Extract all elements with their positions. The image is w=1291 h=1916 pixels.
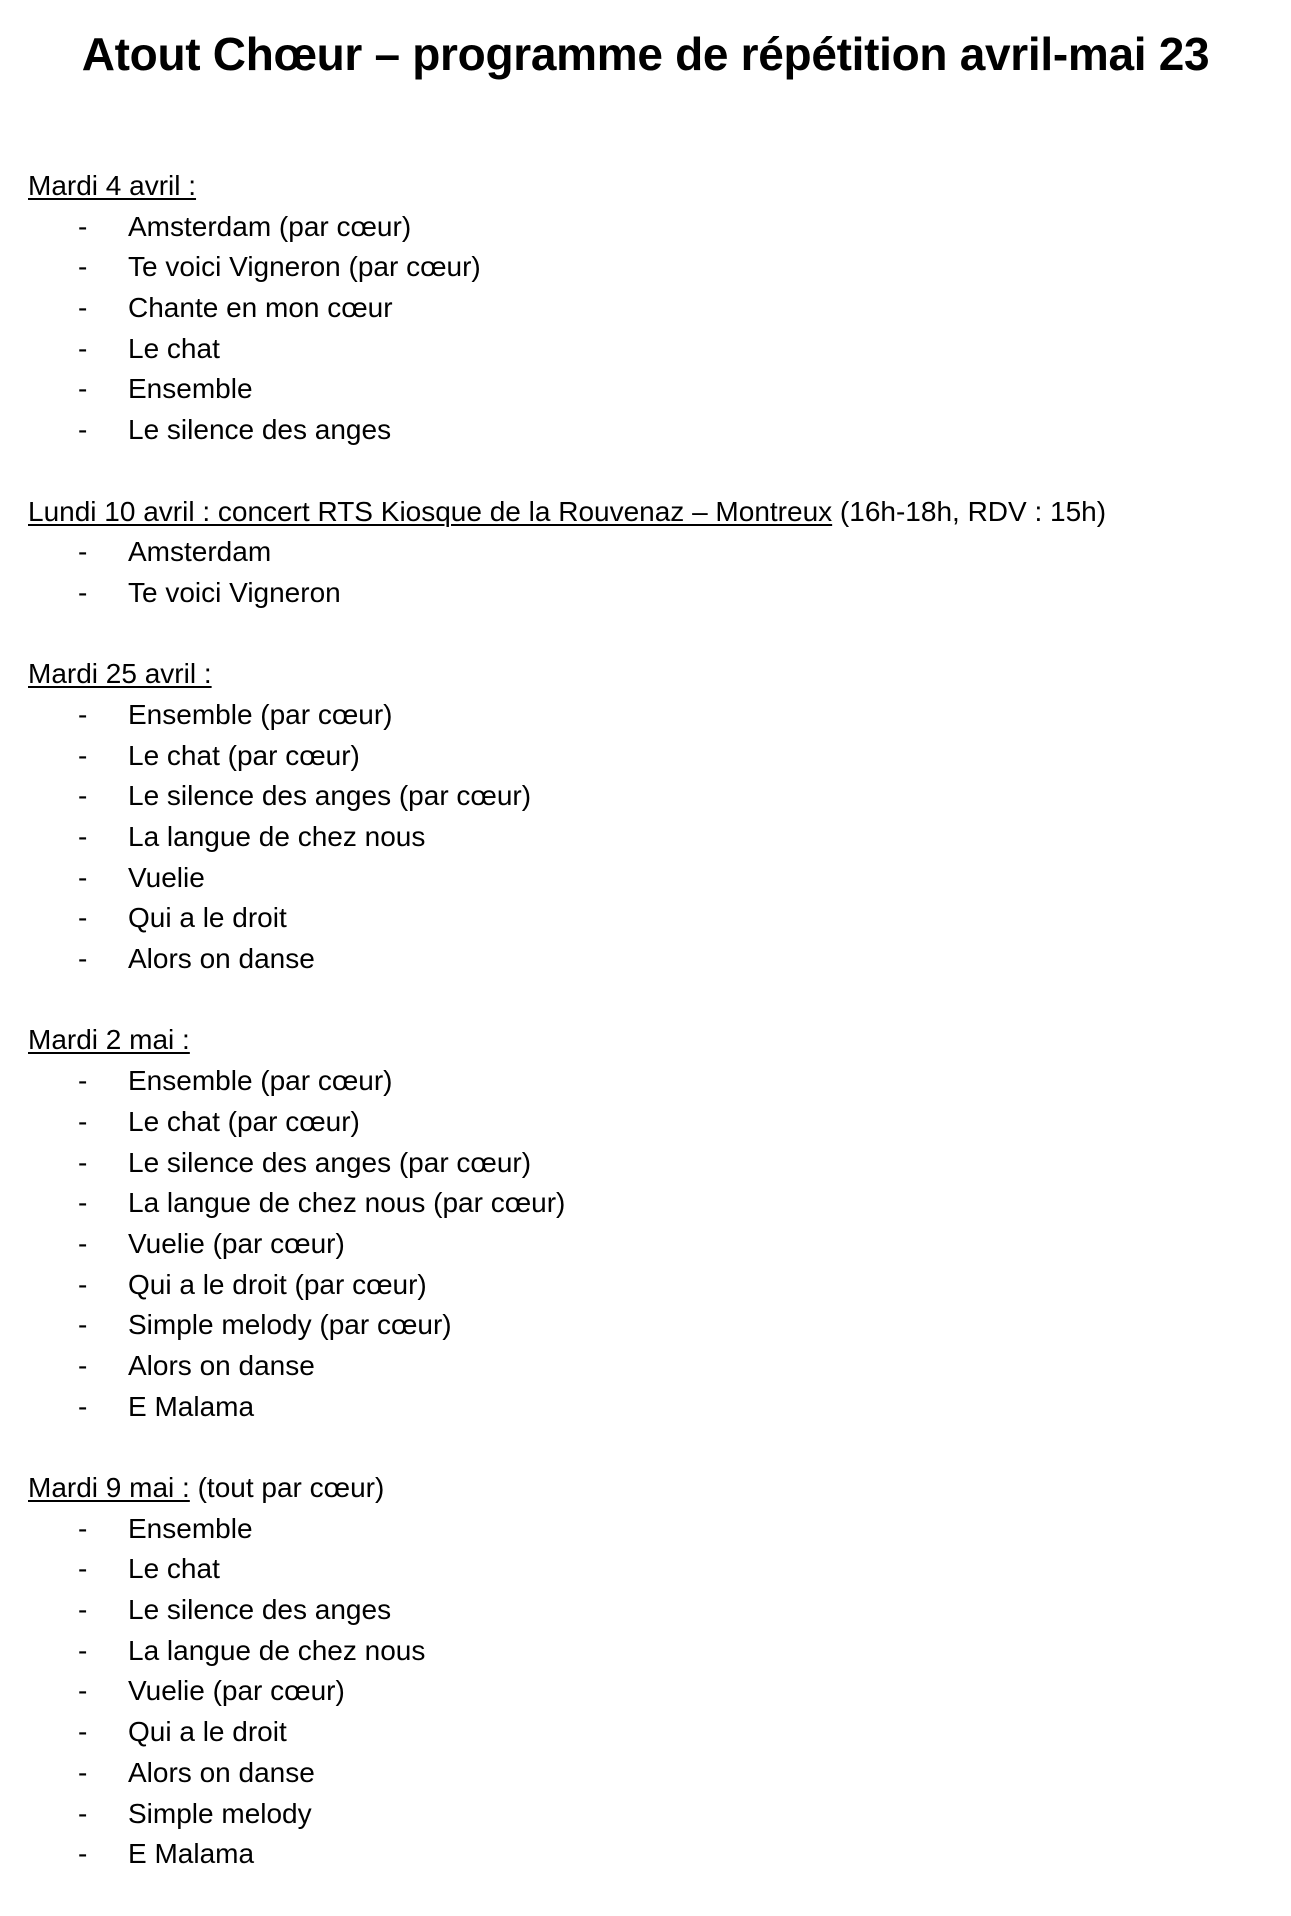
- song-title: Simple melody: [128, 1797, 312, 1829]
- list-item: [28, 1631, 1268, 1672]
- section-heading: [28, 654, 1268, 695]
- list-item: [28, 207, 1268, 248]
- bullet-dash: -: [78, 1227, 88, 1259]
- bullet-dash: -: [78, 943, 88, 975]
- section-heading: [28, 166, 1268, 207]
- bullet-dash: -: [78, 251, 88, 283]
- bullet-dash: -: [78, 1594, 88, 1626]
- list-item: [28, 410, 1268, 451]
- bullet-dash: -: [78, 1634, 88, 1666]
- bullet-dash: -: [78, 1390, 88, 1422]
- list-item: [28, 1712, 1268, 1753]
- song-title: E Malama: [128, 1838, 255, 1870]
- song-title: Le silence des anges (par cœur): [128, 780, 532, 812]
- bullet-dash: -: [78, 1187, 88, 1219]
- song-title: Alors on danse: [128, 943, 315, 975]
- bullet-dash: -: [78, 292, 88, 324]
- list-item: [28, 1224, 1268, 1265]
- song-list: [28, 1509, 1268, 1875]
- list-item: [28, 1590, 1268, 1631]
- song-title: Te voici Vigneron: [128, 576, 341, 608]
- section-date-label: Mardi 4 avril :: [28, 170, 197, 201]
- song-title: Ensemble: [128, 1512, 253, 1544]
- song-title: Le silence des anges: [128, 414, 392, 446]
- song-title: La langue de chez nous (par cœur): [128, 1187, 566, 1219]
- schedule-section: [28, 654, 1268, 980]
- song-title: Qui a le droit: [128, 902, 287, 934]
- song-title: Le silence des anges (par cœur): [128, 1146, 532, 1178]
- bullet-dash: -: [78, 1268, 88, 1300]
- song-title: E Malama: [128, 1390, 255, 1422]
- list-item: [28, 1183, 1268, 1224]
- bullet-dash: -: [78, 332, 88, 364]
- schedule-section: [28, 1020, 1268, 1427]
- song-title: Vuelie: [128, 861, 205, 893]
- list-item: [28, 532, 1268, 573]
- list-item: [28, 1671, 1268, 1712]
- bullet-dash: -: [78, 1756, 88, 1788]
- bullet-dash: -: [78, 373, 88, 405]
- song-title: Alors on danse: [128, 1756, 315, 1788]
- list-item: [28, 1794, 1268, 1835]
- list-item: [28, 1509, 1268, 1550]
- song-title: Amsterdam (par cœur): [128, 210, 412, 242]
- bullet-dash: -: [78, 576, 88, 608]
- song-title: Le chat (par cœur): [128, 1105, 360, 1137]
- bullet-dash: -: [78, 821, 88, 852]
- list-item: [28, 1549, 1268, 1590]
- bullet-dash: -: [78, 1797, 88, 1829]
- song-list: [28, 695, 1268, 980]
- list-item: [28, 817, 1268, 858]
- song-title: Chante en mon cœur: [128, 292, 393, 324]
- song-title: Te voici Vigneron (par cœur): [128, 251, 481, 283]
- list-item: [28, 695, 1268, 736]
- bullet-dash: -: [78, 1105, 88, 1137]
- section-date-label: Mardi 25 avril :: [28, 658, 212, 690]
- schedule-section: [28, 166, 1268, 451]
- song-title: Amsterdam: [128, 536, 272, 568]
- bullet-dash: -: [78, 536, 88, 568]
- song-list: [28, 532, 1268, 613]
- rehearsal-schedule: [28, 166, 1268, 1916]
- list-item: [28, 776, 1268, 817]
- bullet-dash: -: [78, 1675, 88, 1707]
- section-heading: [28, 1468, 1268, 1509]
- song-title: Ensemble: [128, 373, 253, 405]
- song-title: Ensemble (par cœur): [128, 698, 393, 730]
- list-item: [28, 939, 1268, 980]
- song-title: Qui a le droit (par cœur): [128, 1268, 427, 1300]
- bullet-dash: -: [78, 902, 88, 934]
- schedule-section: [28, 1468, 1268, 1875]
- list-item: [28, 1753, 1268, 1794]
- section-note: (tout par cœur): [189, 1472, 385, 1503]
- list-item: [28, 1102, 1268, 1143]
- list-item: [28, 736, 1268, 777]
- bullet-dash: -: [78, 780, 88, 812]
- song-title: Le silence des anges: [128, 1594, 392, 1626]
- bullet-dash: -: [78, 1716, 88, 1748]
- list-item: [28, 369, 1268, 410]
- song-title: Le chat: [128, 1553, 220, 1585]
- song-title: Le chat (par cœur): [128, 739, 360, 771]
- song-title: Vuelie (par cœur): [128, 1227, 345, 1259]
- list-item: [28, 573, 1268, 614]
- section-date-label: Mardi 9 mai :: [28, 1472, 190, 1503]
- bullet-dash: -: [78, 861, 88, 893]
- bullet-dash: -: [78, 739, 88, 771]
- bullet-dash: -: [78, 1146, 88, 1178]
- bullet-dash: -: [78, 414, 88, 446]
- bullet-dash: -: [78, 1349, 88, 1381]
- song-title: Vuelie (par cœur): [128, 1675, 345, 1707]
- list-item: [28, 1387, 1268, 1428]
- list-item: [28, 1305, 1268, 1346]
- song-title: Ensemble (par cœur): [128, 1065, 393, 1097]
- song-title: La langue de chez nous: [128, 821, 426, 852]
- list-item: [28, 858, 1268, 899]
- bullet-dash: -: [78, 1838, 88, 1870]
- section-date-label: Mardi 2 mai :: [28, 1024, 190, 1056]
- section-date-label: Lundi 10 avril : concert RTS Kiosque de la Rouvenaz – Montreux: [28, 495, 833, 527]
- bullet-dash: -: [78, 698, 88, 730]
- list-item: [28, 1061, 1268, 1102]
- song-title: Alors on danse: [128, 1349, 315, 1381]
- schedule-section: [28, 492, 1268, 614]
- bullet-dash: -: [78, 1512, 88, 1544]
- bullet-dash: -: [78, 1065, 88, 1097]
- song-title: Le chat: [128, 332, 220, 364]
- list-item: [28, 329, 1268, 370]
- song-list: [28, 207, 1268, 451]
- section-heading: [28, 492, 1268, 533]
- bullet-dash: -: [78, 1553, 88, 1585]
- list-item: [28, 1143, 1268, 1184]
- section-note: (16h-18h, RDV : 15h): [832, 495, 1107, 527]
- list-item: [28, 247, 1268, 288]
- song-list: [28, 1061, 1268, 1427]
- list-item: [28, 1265, 1268, 1306]
- list-item: [28, 898, 1268, 939]
- bullet-dash: -: [78, 1309, 88, 1341]
- page-title: Atout Chœur – programme de répétition avril-mai 23: [81, 28, 1210, 80]
- song-title: La langue de chez nous: [128, 1634, 426, 1666]
- song-title: Simple melody (par cœur): [128, 1309, 452, 1341]
- list-item: [28, 1346, 1268, 1387]
- list-item: [28, 288, 1268, 329]
- section-heading: [28, 1020, 1268, 1061]
- list-item: [28, 1834, 1268, 1875]
- bullet-dash: -: [78, 210, 88, 242]
- song-title: Qui a le droit: [128, 1716, 287, 1748]
